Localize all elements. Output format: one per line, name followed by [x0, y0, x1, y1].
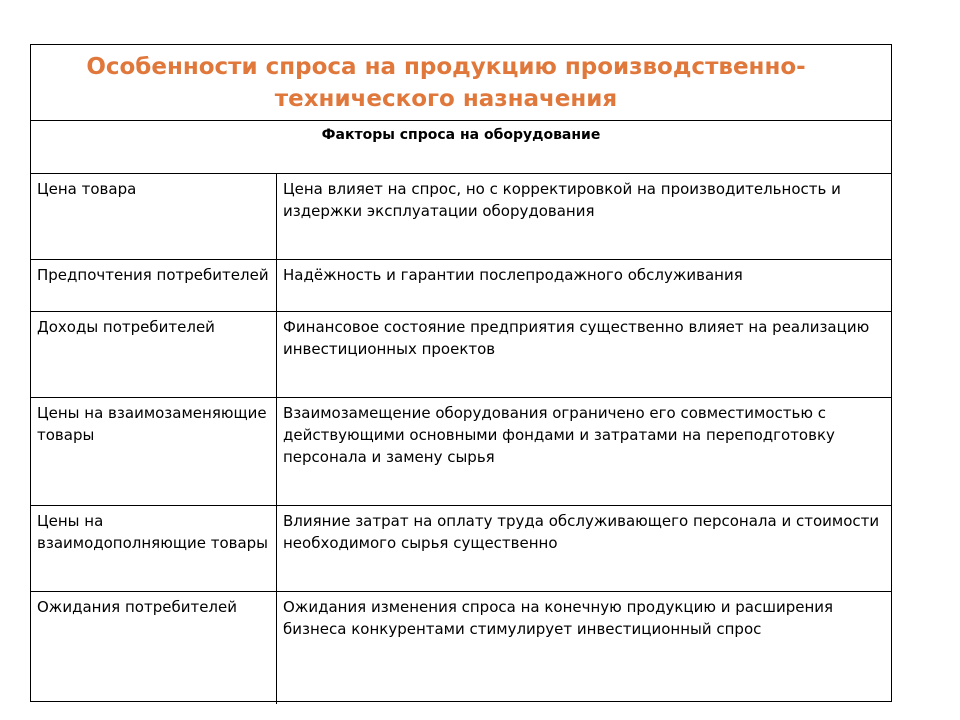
- table-row: [31, 506, 891, 592]
- table-header: [31, 121, 891, 173]
- table-row: [31, 312, 891, 398]
- table-row: [31, 398, 891, 506]
- description-cell: Финансовое состояние предприятия существенно влияет на реализацию инвестиционных проектов: [283, 318, 870, 358]
- factor-cell: Предпочтения потребителей: [31, 260, 277, 311]
- table-header-label: Факторы спроса на оборудование: [321, 127, 601, 143]
- factor-cell: Цены на взаимодополняющие товары: [31, 506, 277, 591]
- description-cell: Взаимозамещение оборудования ограничено его совместимостью с действующими основными фондами и затратами на переподготовку персонала и замену сырья: [283, 404, 835, 466]
- description-cell: Влияние затрат на оплату труда обслуживающего персонала и стоимости необходимого сырья существенно: [283, 512, 880, 552]
- factor-cell: Цена товара: [31, 174, 277, 259]
- factor-cell: Цены на взаимозаменяющие товары: [31, 398, 277, 505]
- slide-table-frame: [30, 44, 892, 702]
- factors-table: [31, 173, 891, 704]
- factor-cell: Доходы потребителей: [31, 312, 277, 397]
- slide-title: Особенности спроса на продукцию производственно-технического назначения: [86, 53, 806, 112]
- title-area: [31, 45, 891, 121]
- description-cell: Цена влияет на спрос, но с корректировкой на производительность и издержки эксплуатации оборудования: [283, 180, 841, 220]
- table-row: [31, 260, 891, 312]
- table-row: [31, 174, 891, 260]
- description-cell: Ожидания изменения спроса на конечную продукцию и расширения бизнеса конкурентами стимулирует инвестиционный спрос: [283, 598, 834, 638]
- table-row: [31, 592, 891, 704]
- description-cell: Надёжность и гарантии послепродажного обслуживания: [283, 266, 743, 284]
- factor-cell: Ожидания потребителей: [31, 592, 277, 704]
